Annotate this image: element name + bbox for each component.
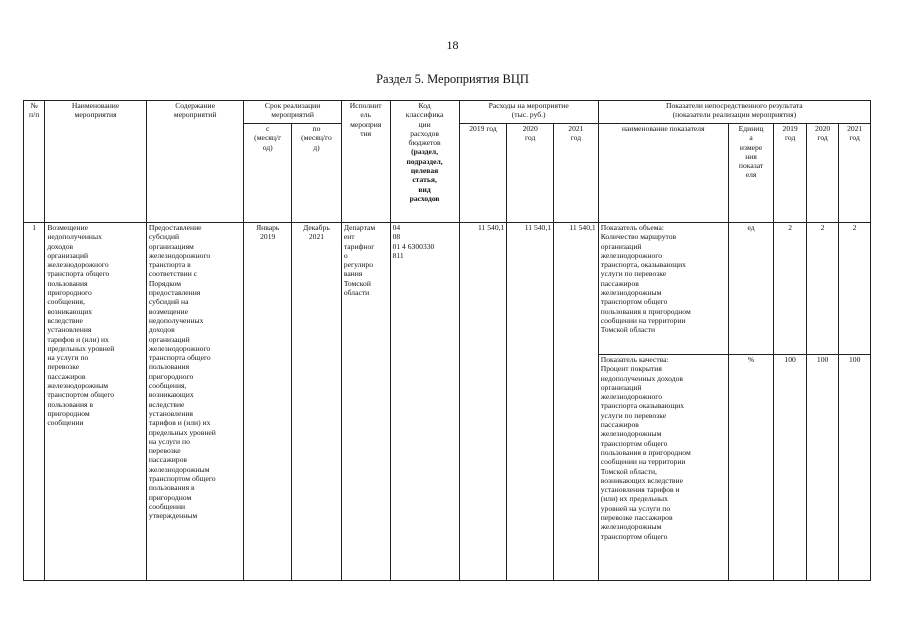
indicator-volume-name: Показатель объема: Количество маршрутов организаций железнодорожного транспорта, оказывающих услуги по перевозке пассажиров железнодорожным транспортом общего пользования в пригородном сообщении на территории Томской области [598, 223, 728, 355]
row-exp-2021: 11 540,1 [554, 223, 599, 581]
header-expenses: Расходы на мероприятие (тыс. руб.) [459, 101, 598, 124]
header-exp-2019: 2019 год [459, 124, 507, 223]
row-exp-2020: 11 540,1 [507, 223, 554, 581]
indicator-quality-2019: 100 [774, 355, 806, 581]
header-ind-2020: 2020 год [806, 124, 838, 223]
header-ind-unit: Единиц а измере ния показат еля [728, 124, 774, 223]
measures-table [23, 100, 871, 581]
row-name: Возмещение недополученных доходов организаций железнодорожного транспорта общего пользования пригородного сообщения, возникающих вследствие установления тарифов и (или) их предельных уровней на услуги по перевозке пассажиров железнодорожным транспортом общего пользования в пригородном сообщении [45, 223, 147, 581]
header-num: № п/п [24, 101, 45, 223]
indicator-volume-2020: 2 [806, 223, 838, 355]
header-ind-2021: 2021 год [839, 124, 871, 223]
header-code [390, 101, 459, 223]
indicator-quality-unit: % [728, 355, 774, 581]
indicator-volume-unit: ед [728, 223, 774, 355]
row-code: 04 08 01 4 6300330 811 [390, 223, 459, 581]
row-executor: Департам ент тарифног о регулиро вания Томской области [341, 223, 390, 581]
header-ind-2019: 2019 год [774, 124, 806, 223]
header-content: Содержание мероприятий [146, 101, 243, 223]
table-row [24, 223, 871, 355]
header-ind-name: наименование показателя [598, 124, 728, 223]
indicator-quality-name: Показатель качества: Процент покрытия недополученных доходов организаций железнодорожного транспорта оказывающих услуги по перевозке пассажиров железнодорожным транспортом общего пользования в пригородном сообщении на территории Томской области, возникающих вследствие установления тарифов и (или) их предельных уровней на услуги по перевозке пассажиров железнодорожным транспортом общего [598, 355, 728, 581]
header-indicators: Показатели непосредственного результата (показатели реализации мероприятия) [598, 101, 870, 124]
row-exp-2019: 11 540,1 [459, 223, 507, 581]
header-code-text: Код классифика ции расходов бюджетов [405, 101, 444, 148]
header-name: Наименование мероприятия [45, 101, 147, 223]
indicator-quality-2020: 100 [806, 355, 838, 581]
header-executor: Исполнит ель мероприя тия [341, 101, 390, 223]
row-to: Декабрь 2021 [292, 223, 342, 581]
header-row-1 [24, 101, 871, 124]
row-content: Предоставление субсидий организациям железнодорожного транспорта в соответствии с Порядком предоставления субсидий на возмещение недополученных доходов организаций железнодорожного транспорта общего пользования пригородного сообщения, возникающих вследствие установления тарифов и (или) их предельных уровней на услуги по перевозке пассажиров железнодорожным транспортом общего пользования в пригородном сообщении утвержденным [146, 223, 243, 581]
page-number: 18 [446, 38, 459, 52]
header-code-bold: (раздел, подраздел, целевая статья, вид расходов [406, 147, 443, 203]
header-term: Срок реализации мероприятий [244, 101, 341, 124]
indicator-quality-2021: 100 [839, 355, 871, 581]
row-from: Январь 2019 [244, 223, 292, 581]
header-exp-2021: 2021 год [554, 124, 599, 223]
indicator-volume-2019: 2 [774, 223, 806, 355]
section-title: Раздел 5. Мероприятия ВЦП [376, 72, 529, 86]
row-num: 1 [24, 223, 45, 581]
header-term-to: по (месяц/го д) [292, 124, 342, 223]
header-exp-2020: 2020 год [507, 124, 554, 223]
header-term-from: с (месяц/г од) [244, 124, 292, 223]
indicator-volume-2021: 2 [839, 223, 871, 355]
